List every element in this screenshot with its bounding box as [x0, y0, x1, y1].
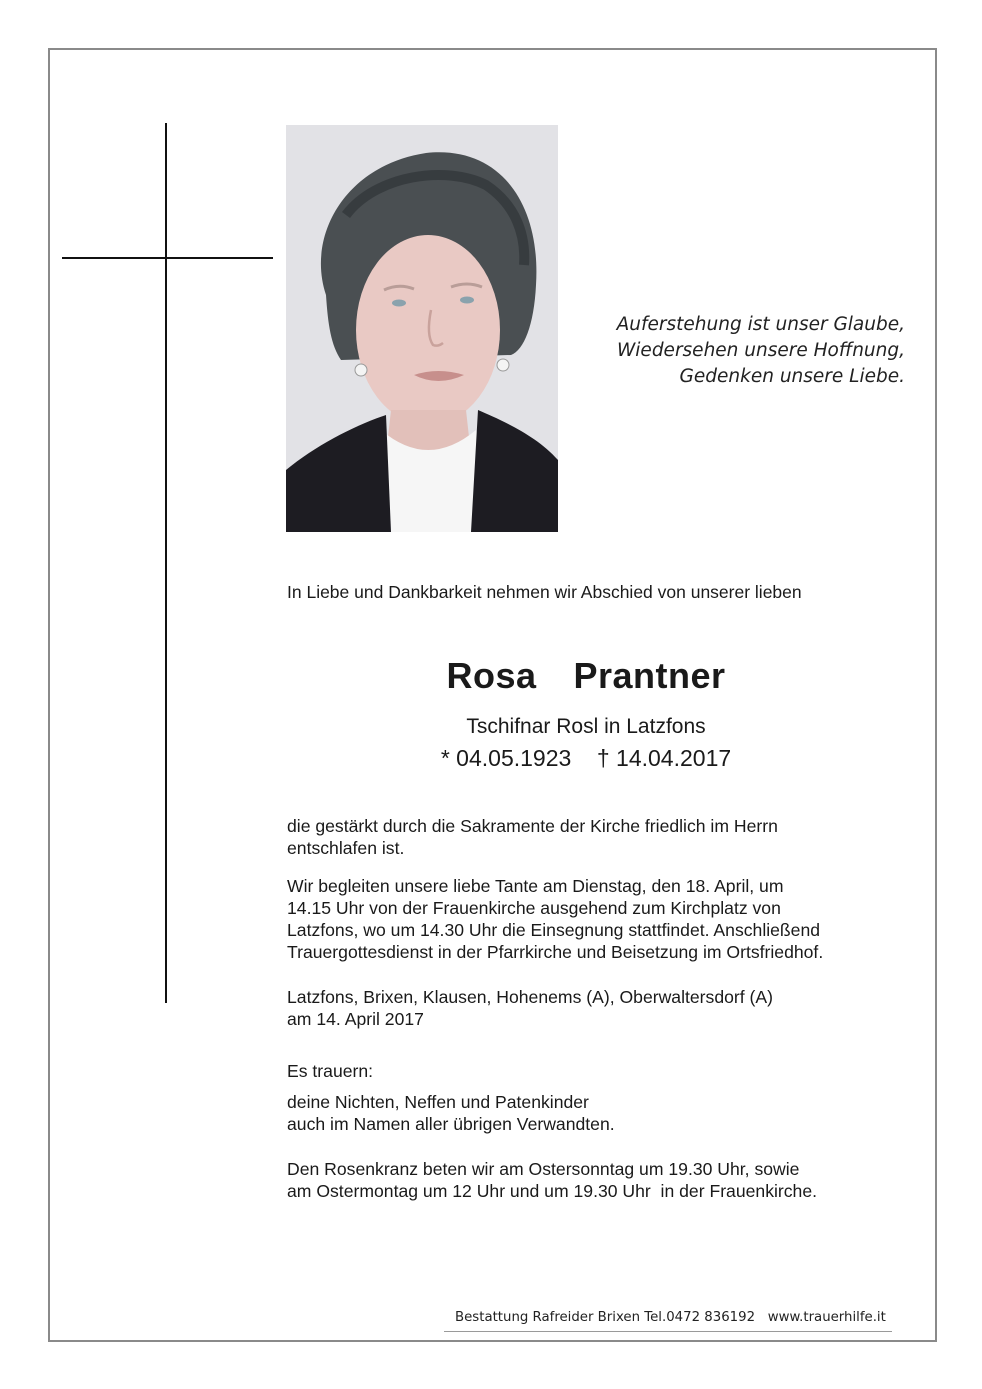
paragraph-mourners-heading — [287, 1060, 907, 1082]
paragraph-funeral — [287, 875, 907, 963]
text-line: Latzfons, Brixen, Klausen, Hohenems (A), Oberwaltersdorf (A) — [287, 987, 773, 1007]
deceased-nickname: Tschifnar Rosl in Latzfons — [466, 715, 706, 738]
text-line: Trauergottesdienst in der Pfarrkirche und Beisetzung im Ortsfriedhof. — [287, 942, 824, 962]
funeral-home-footer: Bestattung Rafreider Brixen Tel.0472 836192 www.trauerhilfe.it — [455, 1310, 886, 1325]
intro-text: In Liebe und Dankbarkeit nehmen wir Abschied von unserer lieben — [287, 582, 802, 602]
text-line: die gestärkt durch die Sakramente der Kirche friedlich im Herrn — [287, 816, 778, 836]
text-line: entschlafen ist. — [287, 838, 405, 858]
text-line: Latzfons, wo um 14.30 Uhr die Einsegnung stattfindet. Anschließend — [287, 920, 821, 940]
paragraph-rosary — [287, 1158, 907, 1202]
verse-line: Wiedersehen unsere Hoffnung, — [617, 340, 905, 361]
text-line: Den Rosenkranz beten wir am Ostersonntag um 19.30 Uhr, sowie — [287, 1159, 800, 1179]
text-line: deine Nichten, Neffen und Patenkinder — [287, 1092, 589, 1112]
text-line: 14.15 Uhr von der Frauenkirche ausgehend zum Kirchplatz von — [287, 898, 781, 918]
verse-line: Gedenken unsere Liebe. — [679, 366, 905, 387]
text-line: auch im Namen aller übrigen Verwandten. — [287, 1114, 615, 1134]
paragraph-mourners — [287, 1091, 907, 1135]
text-line: Wir begleiten unsere liebe Tante am Dienstag, den 18. April, um — [287, 876, 784, 896]
text-line: am 14. April 2017 — [287, 1009, 424, 1029]
paragraph-places-date — [287, 986, 907, 1030]
deceased-name: Rosa Prantner — [446, 655, 726, 696]
verse-quote — [560, 312, 905, 390]
verse-line: Auferstehung ist unser Glaube, — [616, 314, 905, 335]
cross-horizontal-bar — [62, 257, 273, 259]
cross-vertical-bar — [165, 123, 167, 1003]
footer-divider — [444, 1331, 892, 1332]
life-dates: * 04.05.1923 † 14.04.2017 — [440, 745, 732, 771]
portrait-illustration — [286, 125, 558, 532]
text-line: am Ostermontag um 12 Uhr und um 19.30 Uhr in der Frauenkirche. — [287, 1181, 818, 1201]
portrait-photo — [286, 125, 558, 532]
text-line: Es trauern: — [287, 1061, 374, 1081]
paragraph-passing — [287, 815, 907, 859]
